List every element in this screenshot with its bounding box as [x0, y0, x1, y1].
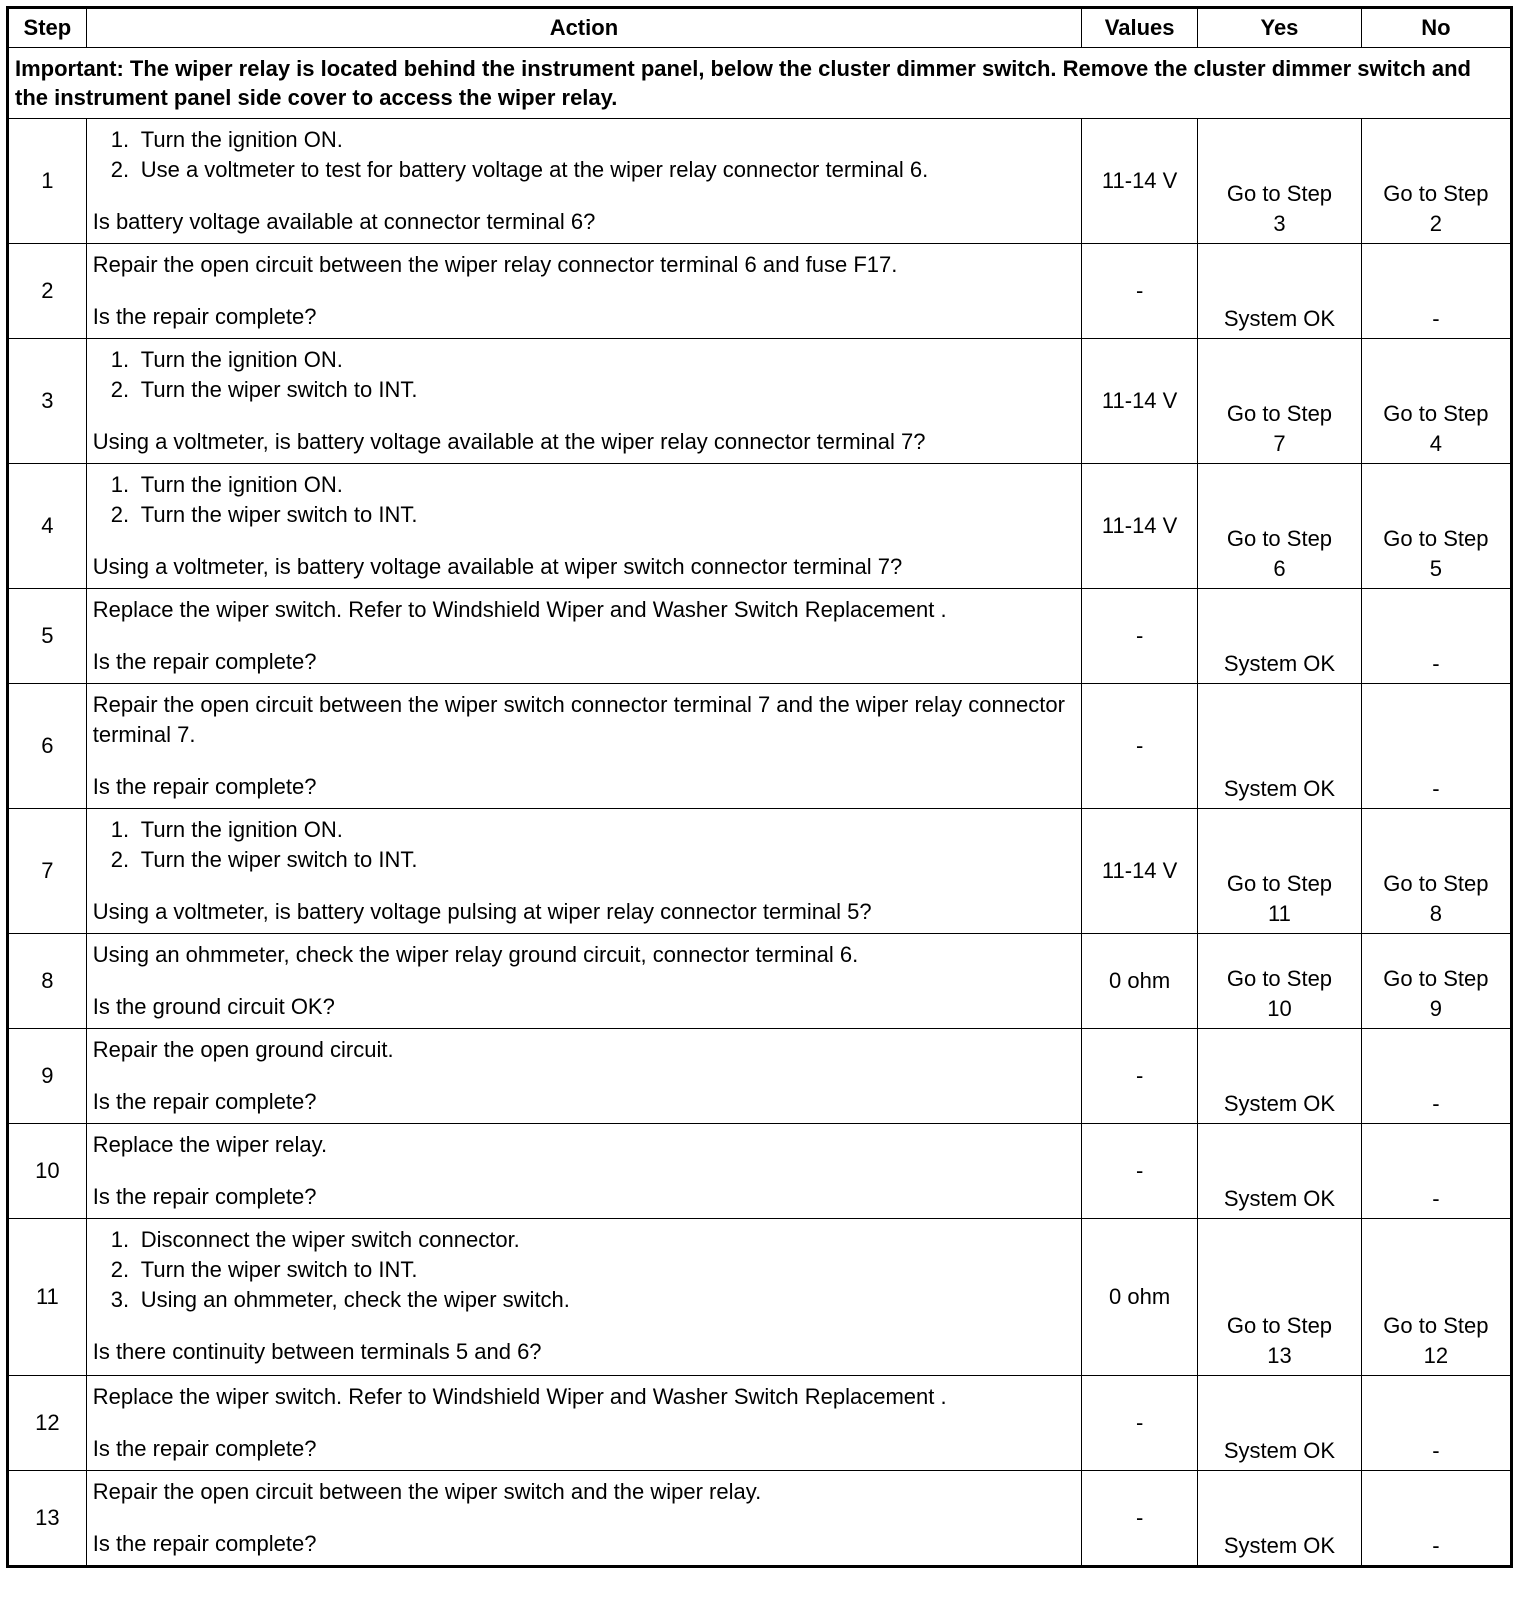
- table-row: [8, 1029, 1512, 1124]
- values-cell: -: [1082, 589, 1198, 684]
- instruction-number: 1.: [110, 127, 130, 152]
- yes-cell: System OK: [1198, 1376, 1362, 1471]
- header-step: Step: [8, 8, 87, 48]
- header-no: No: [1361, 8, 1511, 48]
- go-to-step-label: Go to Step: [1226, 871, 1333, 896]
- no-cell: -: [1361, 684, 1511, 809]
- yes-cell: System OK: [1198, 1124, 1362, 1219]
- instruction-number: 3.: [110, 1287, 130, 1312]
- go-to-step-number: 13: [1267, 1343, 1292, 1368]
- values-cell: -: [1082, 244, 1198, 339]
- action-question: Is the repair complete?: [92, 649, 317, 674]
- no-cell: [1361, 339, 1511, 464]
- yes-cell: [1198, 1219, 1362, 1376]
- go-to-step-label: Go to Step: [1226, 1313, 1333, 1338]
- instruction-text: Turn the ignition ON.: [140, 127, 343, 152]
- go-to-step-label: Go to Step: [1226, 526, 1333, 551]
- action-cell: [86, 809, 1081, 934]
- step-number: 7: [8, 809, 87, 934]
- action-text: Using an ohmmeter, check the wiper relay ground circuit, connector terminal 6.: [92, 942, 859, 967]
- go-to-step-number: 4: [1429, 431, 1443, 456]
- instruction-text: Using an ohmmeter, check the wiper switch.: [140, 1287, 570, 1312]
- action-text: Repair the open circuit between the wiper relay connector terminal 6 and fuse F17.: [92, 252, 898, 277]
- important-note: Important: The wiper relay is located behind the instrument panel, below the cluster dimmer switch. Remove the cluster dimmer switch and the instrument panel side cover to access the wiper relay.: [8, 48, 1512, 119]
- table-row: [8, 1219, 1512, 1376]
- action-cell: [86, 119, 1081, 244]
- instruction-text: Turn the ignition ON.: [140, 472, 343, 497]
- go-to-step-number: 7: [1273, 431, 1286, 456]
- instruction-number: 2.: [110, 157, 130, 182]
- yes-cell: System OK: [1198, 684, 1362, 809]
- step-number: 6: [8, 684, 87, 809]
- table-row: [8, 1471, 1512, 1567]
- values-cell: 11-14 V: [1082, 464, 1198, 589]
- step-number: 4: [8, 464, 87, 589]
- action-question: Is the repair complete?: [92, 1089, 317, 1114]
- action-question: Is the repair complete?: [92, 774, 317, 799]
- action-question: Is the repair complete?: [92, 1436, 317, 1461]
- instruction-item: [93, 815, 1075, 845]
- instruction-number: 1.: [110, 1227, 130, 1252]
- go-to-step-label: Go to Step: [1226, 966, 1333, 991]
- yes-cell: [1198, 934, 1362, 1029]
- values-cell: 11-14 V: [1082, 809, 1198, 934]
- no-cell: -: [1361, 1471, 1511, 1567]
- action-text: Repair the open circuit between the wiper switch and the wiper relay.: [92, 1479, 762, 1504]
- instruction-list: [93, 815, 1075, 875]
- instruction-item: [93, 1285, 1075, 1315]
- header-row: [8, 8, 1512, 48]
- values-cell: -: [1082, 1376, 1198, 1471]
- step-number: 10: [8, 1124, 87, 1219]
- go-to-step-number: 8: [1429, 901, 1443, 926]
- instruction-item: [93, 500, 1075, 530]
- instruction-text: Turn the wiper switch to INT.: [140, 502, 418, 527]
- go-to-step-label: Go to Step: [1226, 401, 1333, 426]
- values-cell: -: [1082, 1124, 1198, 1219]
- step-number: 8: [8, 934, 87, 1029]
- instruction-item: [93, 470, 1075, 500]
- action-cell: [86, 1219, 1081, 1376]
- action-cell: [86, 934, 1081, 1029]
- table-row: [8, 809, 1512, 934]
- values-cell: 0 ohm: [1082, 934, 1198, 1029]
- action-question: Using a voltmeter, is battery voltage pulsing at wiper relay connector terminal 5?: [92, 899, 872, 924]
- step-number: 3: [8, 339, 87, 464]
- action-question: Is the repair complete?: [92, 1531, 317, 1556]
- yes-cell: System OK: [1198, 1471, 1362, 1567]
- table-row: [8, 244, 1512, 339]
- go-to-step-number: 12: [1423, 1343, 1449, 1368]
- go-to-step-number: 3: [1273, 211, 1286, 236]
- action-cell: [86, 589, 1081, 684]
- no-cell: [1361, 809, 1511, 934]
- action-text: Repair the open ground circuit.: [92, 1037, 394, 1062]
- instruction-list: [93, 125, 1075, 185]
- no-cell: -: [1361, 1029, 1511, 1124]
- action-cell: [86, 464, 1081, 589]
- action-cell: [86, 1124, 1081, 1219]
- action-question: Using a voltmeter, is battery voltage available at the wiper relay connector terminal 7?: [92, 429, 926, 454]
- action-cell: [86, 244, 1081, 339]
- go-to-step-label: Go to Step: [1383, 871, 1489, 896]
- yes-cell: [1198, 119, 1362, 244]
- values-cell: 11-14 V: [1082, 119, 1198, 244]
- step-number: 5: [8, 589, 87, 684]
- action-question: Is the repair complete?: [92, 304, 317, 329]
- no-cell: -: [1361, 1376, 1511, 1471]
- go-to-step-label: Go to Step: [1383, 1313, 1489, 1338]
- instruction-number: 2.: [110, 502, 130, 527]
- instruction-number: 1.: [110, 817, 130, 842]
- important-note-row: [8, 48, 1512, 119]
- instruction-text: Disconnect the wiper switch connector.: [140, 1227, 520, 1252]
- yes-cell: System OK: [1198, 1029, 1362, 1124]
- go-to-step-number: 6: [1273, 556, 1286, 581]
- instruction-item: [93, 1255, 1075, 1285]
- instruction-item: [93, 845, 1075, 875]
- action-cell: [86, 1376, 1081, 1471]
- values-cell: -: [1082, 684, 1198, 809]
- instruction-text: Turn the wiper switch to INT.: [140, 377, 418, 402]
- action-question: Is there continuity between terminals 5 and 6?: [92, 1339, 542, 1364]
- values-cell: 0 ohm: [1082, 1219, 1198, 1376]
- table-row: [8, 464, 1512, 589]
- go-to-step-number: 11: [1268, 901, 1291, 926]
- instruction-text: Turn the wiper switch to INT.: [140, 1257, 418, 1282]
- instruction-number: 1.: [110, 347, 130, 372]
- values-cell: -: [1082, 1471, 1198, 1567]
- step-number: 9: [8, 1029, 87, 1124]
- instruction-text: Turn the ignition ON.: [140, 817, 343, 842]
- header-action: Action: [86, 8, 1081, 48]
- go-to-step-label: Go to Step: [1383, 966, 1489, 991]
- instruction-text: Turn the wiper switch to INT.: [140, 847, 418, 872]
- step-number: 13: [8, 1471, 87, 1567]
- no-cell: [1361, 934, 1511, 1029]
- yes-cell: System OK: [1198, 244, 1362, 339]
- instruction-number: 2.: [110, 1257, 130, 1282]
- instruction-item: [93, 1225, 1075, 1255]
- yes-cell: [1198, 464, 1362, 589]
- instruction-number: 2.: [110, 377, 130, 402]
- yes-cell: [1198, 339, 1362, 464]
- action-text: Repair the open circuit between the wiper switch connector terminal 7 and the wiper relay connector terminal 7.: [92, 692, 1065, 747]
- instruction-list: [93, 470, 1075, 530]
- table-row: [8, 119, 1512, 244]
- go-to-step-number: 2: [1429, 211, 1443, 236]
- go-to-step-number: 5: [1429, 556, 1443, 581]
- action-question: Using a voltmeter, is battery voltage available at wiper switch connector terminal 7?: [92, 554, 903, 579]
- action-cell: [86, 1471, 1081, 1567]
- instruction-number: 1.: [110, 472, 130, 497]
- action-question: Is the repair complete?: [92, 1184, 317, 1209]
- header-yes: Yes: [1198, 8, 1362, 48]
- no-cell: [1361, 1219, 1511, 1376]
- instruction-item: [93, 375, 1075, 405]
- step-number: 11: [8, 1219, 87, 1376]
- instruction-item: [93, 345, 1075, 375]
- action-text: Replace the wiper switch. Refer to Windshield Wiper and Washer Switch Replacement .: [92, 597, 947, 622]
- instruction-number: 2.: [110, 847, 130, 872]
- no-cell: [1361, 464, 1511, 589]
- diagnostic-table: [6, 6, 1513, 1568]
- yes-cell: [1198, 809, 1362, 934]
- instruction-list: [93, 1225, 1075, 1315]
- instruction-list: [93, 345, 1075, 405]
- action-cell: [86, 339, 1081, 464]
- step-number: 12: [8, 1376, 87, 1471]
- table-row: [8, 339, 1512, 464]
- no-cell: -: [1361, 589, 1511, 684]
- instruction-text: Use a voltmeter to test for battery voltage at the wiper relay connector terminal 6.: [140, 157, 929, 182]
- values-cell: -: [1082, 1029, 1198, 1124]
- yes-cell: System OK: [1198, 589, 1362, 684]
- table-row: [8, 589, 1512, 684]
- go-to-step-label: Go to Step: [1383, 181, 1489, 206]
- action-cell: [86, 1029, 1081, 1124]
- step-number: 1: [8, 119, 87, 244]
- values-cell: 11-14 V: [1082, 339, 1198, 464]
- table-row: [8, 934, 1512, 1029]
- go-to-step-number: 9: [1429, 996, 1443, 1021]
- action-text: Replace the wiper relay.: [92, 1132, 328, 1157]
- go-to-step-label: Go to Step: [1226, 181, 1333, 206]
- action-text: Replace the wiper switch. Refer to Windshield Wiper and Washer Switch Replacement .: [92, 1384, 947, 1409]
- no-cell: -: [1361, 244, 1511, 339]
- action-question: Is the ground circuit OK?: [92, 994, 335, 1019]
- go-to-step-label: Go to Step: [1383, 401, 1489, 426]
- diagnostic-table-page: [6, 6, 1513, 1568]
- go-to-step-number: 10: [1267, 996, 1292, 1021]
- action-question: Is battery voltage available at connector terminal 6?: [92, 209, 596, 234]
- no-cell: -: [1361, 1124, 1511, 1219]
- instruction-item: [93, 155, 1075, 185]
- header-values: Values: [1082, 8, 1198, 48]
- table-row: [8, 1376, 1512, 1471]
- go-to-step-label: Go to Step: [1383, 526, 1489, 551]
- instruction-text: Turn the ignition ON.: [140, 347, 343, 372]
- table-row: [8, 684, 1512, 809]
- step-number: 2: [8, 244, 87, 339]
- instruction-item: [93, 125, 1075, 155]
- table-row: [8, 1124, 1512, 1219]
- no-cell: [1361, 119, 1511, 244]
- action-cell: [86, 684, 1081, 809]
